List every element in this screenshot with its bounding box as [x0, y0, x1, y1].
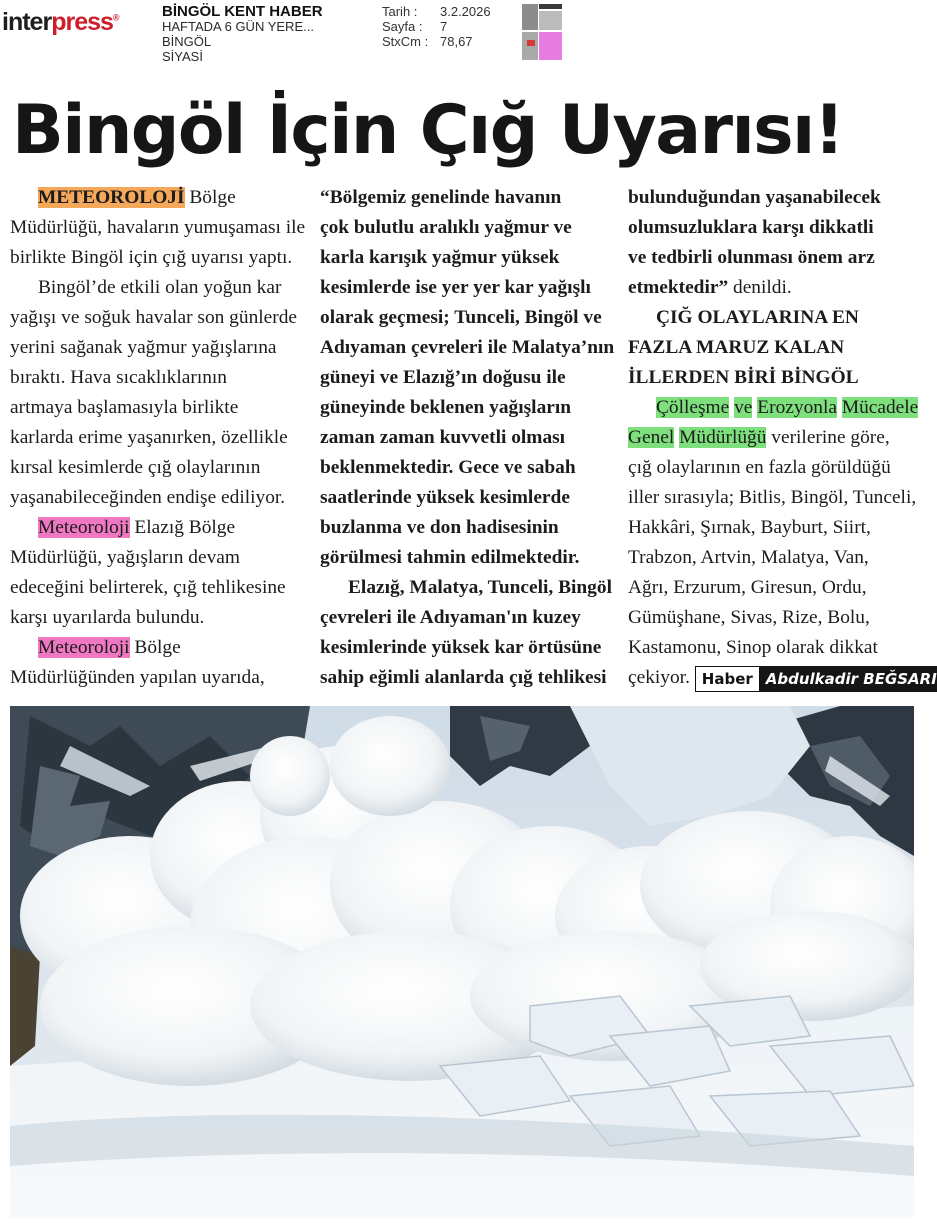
text-line: zaman zaman kuvvetli olması	[320, 427, 566, 448]
avalanche-illustration	[10, 706, 914, 1218]
byline	[695, 666, 937, 692]
text-line: etmektedir”	[628, 277, 729, 298]
text-line: buzlanma ve don hadisesinin	[320, 517, 559, 538]
text-line: yağışı ve soğuk havalar son günlerde	[10, 307, 298, 328]
text-line: Müdürlüğünden yapılan uyarıda,	[10, 667, 265, 688]
paragraph	[10, 633, 300, 663]
text-line: kesimlerde ise yer yer kar yağışlı	[320, 277, 591, 298]
text-line: karla karışık yağmur yüksek	[320, 247, 560, 268]
text-line: kırsal kesimlerde çığ olaylarının	[10, 457, 261, 478]
highlight-keyword: METEOROLOJİ	[38, 187, 185, 208]
highlight-keyword: Müdürlüğü	[679, 427, 767, 448]
stxcm-label: StxCm :	[382, 34, 429, 49]
text-line: karşı uyarılarda bulundu.	[10, 607, 205, 628]
text-line: bıraktı. Hava sıcaklıklarının	[10, 367, 227, 388]
page-thumbnail[interactable]	[522, 4, 562, 60]
highlight-keyword: Genel	[628, 427, 675, 448]
text-line: verilerine göre,	[766, 427, 890, 448]
highlight-keyword: Meteoroloji	[38, 517, 130, 538]
highlight-keyword: Meteoroloji	[38, 637, 130, 658]
text-line: ve tedbirli olunması önem arz	[628, 247, 875, 268]
publication-category: SİYASİ	[162, 49, 203, 64]
text-line: çekiyor.	[628, 667, 690, 688]
text-line: “Bölgemiz genelinde havanın	[320, 187, 562, 208]
clipping-meta	[382, 4, 491, 49]
text-line: bulunduğundan yaşanabilecek	[628, 187, 881, 208]
publication-name: BİNGÖL KENT HABER	[162, 3, 323, 20]
paragraph	[628, 423, 918, 453]
text-line: Bölge	[184, 187, 236, 208]
highlight-keyword: Mücadele	[841, 397, 919, 418]
text-line: Müdürlüğü, havaların yumuşaması ile	[10, 217, 306, 238]
paragraph	[10, 183, 300, 213]
logo-registered-mark: ®	[112, 12, 120, 23]
article-column-1	[10, 183, 306, 693]
text-line: yaşanabileceğinden endişe ediliyor.	[10, 487, 286, 508]
text-line: Hakkâri, Şırnak, Bayburt, Siirt,	[628, 517, 871, 538]
text-line: edeceğini belirterek, çığ tehlikesine	[10, 577, 286, 598]
date-label: Tarih :	[382, 4, 418, 19]
text-line: kesimlerinde yüksek kar örtüsüne	[320, 637, 602, 658]
paragraph	[628, 663, 937, 693]
stxcm-value: 78,67	[440, 34, 473, 49]
text-line: artmaya başlamasıyla birlikte	[10, 397, 239, 418]
text-line: yerini sağanak yağmur yağışlarına	[10, 337, 277, 358]
text-line: denildi.	[728, 277, 792, 298]
text-line: Elazığ Bölge	[129, 517, 236, 538]
text-line: birlikte Bingöl için çığ uyarısı yaptı.	[10, 247, 293, 268]
article-column-3	[628, 183, 937, 693]
byline-label: Haber	[695, 666, 760, 692]
subheading-line: ÇIĞ OLAYLARINA EN	[656, 307, 859, 328]
text-line: karlarda erime yaşanırken, özellikle	[10, 427, 288, 448]
page-value: 7	[440, 19, 448, 34]
byline-author: Abdulkadir BEĞSARI	[760, 666, 937, 692]
subheading-line: İLLERDEN BİRİ BİNGÖL	[628, 367, 859, 388]
publication-info	[162, 4, 362, 64]
article-column-2	[320, 183, 615, 693]
text-line: çığ olaylarının en fazla görüldüğü	[628, 457, 891, 478]
logo-part-2: press	[51, 8, 113, 36]
highlight-keyword: Çölleşme	[656, 397, 730, 418]
article-headline: Bingöl İçin Çığ Uyarısı!	[12, 91, 844, 170]
text-line: çevreleri ile Adıyaman'ın kuzey	[320, 607, 581, 628]
text-line: Bölge	[129, 637, 181, 658]
avalanche-photo	[10, 706, 914, 1218]
interpress-logo	[2, 8, 120, 37]
publication-city: BİNGÖL	[162, 34, 212, 49]
text-line: olarak geçmesi; Tunceli, Bingöl ve	[320, 307, 602, 328]
text-line: beklenmektedir. Gece ve sabah	[320, 457, 576, 478]
text-line: Trabzon, Artvin, Malatya, Van,	[628, 547, 869, 568]
text-line: sahip eğimli alanlarda çığ tehlikesi	[320, 667, 607, 688]
text-line: saatlerinde yüksek kesimlerde	[320, 487, 570, 508]
text-line: iller sırasıyla; Bitlis, Bingöl, Tunceli,	[628, 487, 917, 508]
text-line: olumsuzluklara karşı dikkatli	[628, 217, 874, 238]
text-line: Bingöl’de etkili olan yoğun kar	[38, 277, 282, 298]
date-value: 3.2.2026	[440, 4, 491, 19]
publication-frequency: HAFTADA 6 GÜN YERE...	[162, 19, 314, 34]
highlight-keyword: Erozyonla	[757, 397, 837, 418]
text-line: görülmesi tahmin edilmektedir.	[320, 547, 580, 568]
paragraph	[10, 513, 300, 543]
text-line: Ağrı, Erzurum, Giresun, Ordu,	[628, 577, 867, 598]
page-label: Sayfa :	[382, 19, 423, 34]
text-line: Kastamonu, Sinop olarak dikkat	[628, 637, 878, 658]
paragraph	[628, 393, 918, 423]
text-line: Gümüşhane, Sivas, Rize, Bolu,	[628, 607, 870, 628]
paragraph	[628, 273, 918, 303]
text-line: güneyinde beklenen yağışların	[320, 397, 572, 418]
text-line: Adıyaman çevreleri ile Malatya’nın	[320, 337, 615, 358]
highlight-keyword: ve	[734, 397, 753, 418]
subheading-line: FAZLA MARUZ KALAN	[628, 337, 845, 358]
text-line: Müdürlüğü, yağışların devam	[10, 547, 240, 568]
text-line: Elazığ, Malatya, Tunceli, Bingöl	[348, 577, 612, 598]
text-line: çok bulutlu aralıklı yağmur ve	[320, 217, 572, 238]
text-line: güneyi ve Elazığ’ın doğusu ile	[320, 367, 566, 388]
logo-part-1: inter	[2, 8, 52, 36]
